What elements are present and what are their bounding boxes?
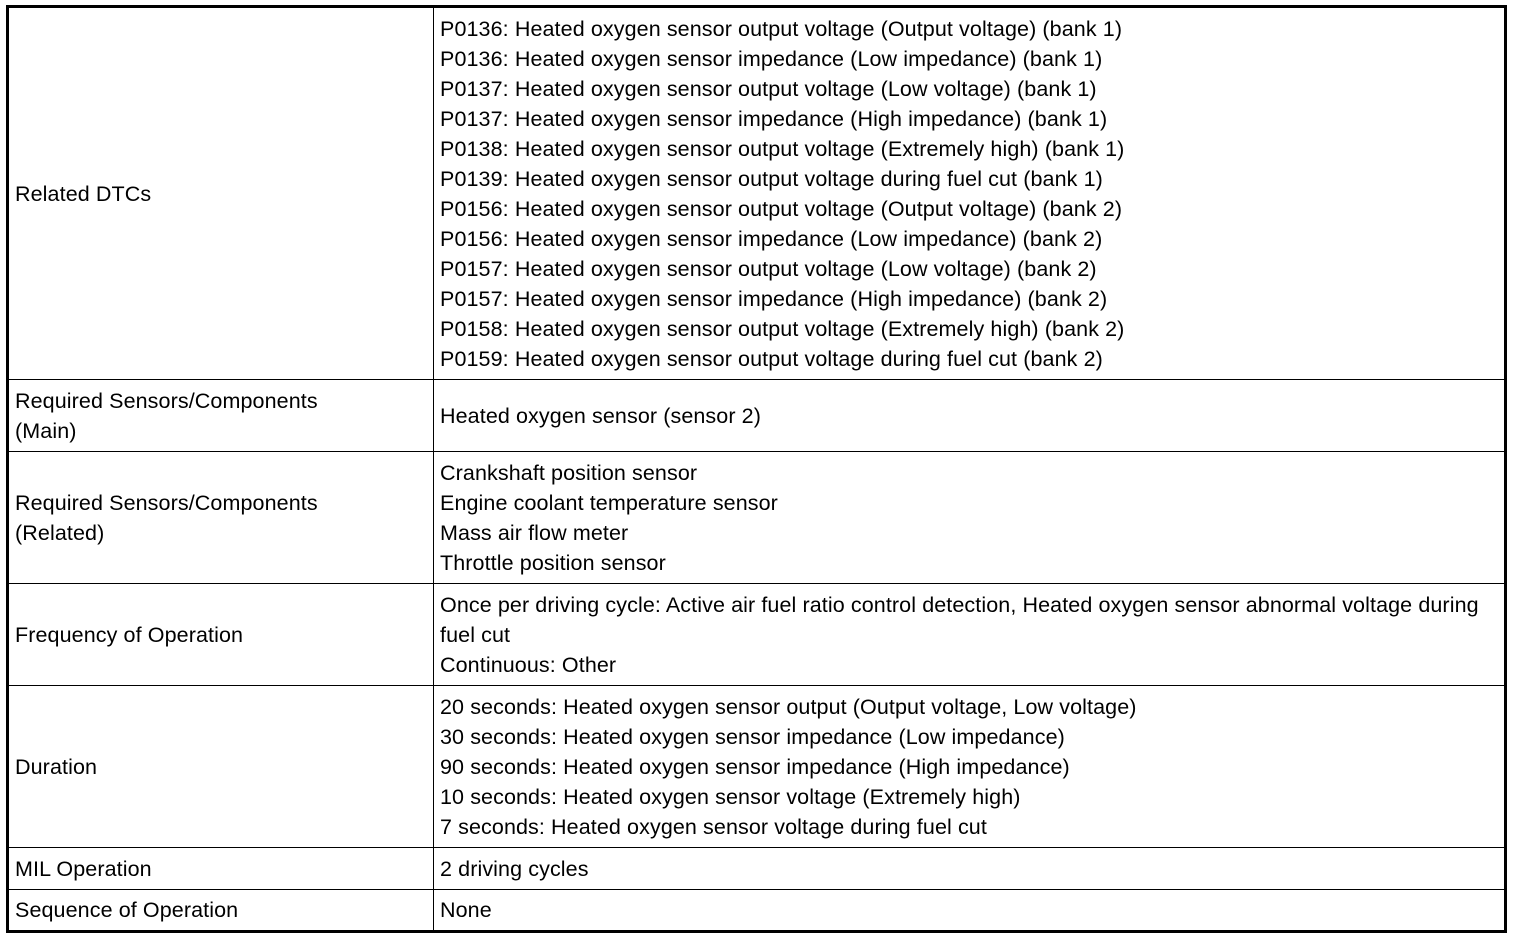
table-row-mil-operation	[8, 848, 1506, 890]
row-label	[8, 452, 434, 584]
table-row-required-main	[8, 380, 1506, 452]
row-value	[434, 380, 1506, 452]
dtc-line: P0136: Heated oxygen sensor impedance (Low impedance) (bank 1)	[440, 46, 1103, 71]
sensor-line: Crankshaft position sensor	[440, 460, 698, 485]
row-label	[8, 7, 434, 380]
row-value	[434, 848, 1506, 890]
mil-value: 2 driving cycles	[440, 856, 589, 881]
row-label-text: Frequency of Operation	[15, 622, 244, 647]
row-value	[434, 890, 1506, 932]
row-label	[8, 380, 434, 452]
table-row-duration	[8, 686, 1506, 848]
table-row-required-related	[8, 452, 1506, 584]
row-label-text: (Related)	[15, 520, 105, 545]
duration-line: 7 seconds: Heated oxygen sensor voltage during fuel cut	[440, 814, 987, 839]
row-value	[434, 686, 1506, 848]
dtc-line: P0156: Heated oxygen sensor output voltage (Output voltage) (bank 2)	[440, 196, 1123, 221]
dtc-line: P0136: Heated oxygen sensor output voltage (Output voltage) (bank 1)	[440, 16, 1123, 41]
dtc-line: P0157: Heated oxygen sensor impedance (High impedance) (bank 2)	[440, 286, 1108, 311]
duration-line: 90 seconds: Heated oxygen sensor impedance (High impedance)	[440, 754, 1070, 779]
row-label	[8, 890, 434, 932]
monitor-spec-table	[6, 5, 1507, 933]
row-label-text: Sequence of Operation	[15, 898, 239, 922]
row-value	[434, 452, 1506, 584]
dtc-line: P0138: Heated oxygen sensor output voltage (Extremely high) (bank 1)	[440, 136, 1125, 161]
duration-line: 30 seconds: Heated oxygen sensor impedance (Low impedance)	[440, 724, 1065, 749]
table-row-related-dtcs	[8, 7, 1506, 380]
table-row-frequency	[8, 584, 1506, 686]
row-label	[8, 848, 434, 890]
row-label-text: (Main)	[15, 418, 77, 443]
row-label	[8, 686, 434, 848]
dtc-line: P0139: Heated oxygen sensor output voltage during fuel cut (bank 1)	[440, 166, 1103, 191]
duration-line: 20 seconds: Heated oxygen sensor output (Output voltage, Low voltage)	[440, 694, 1137, 719]
row-label-text: Duration	[15, 754, 98, 779]
frequency-line: Continuous: Other	[440, 652, 617, 677]
table-row-sequence	[8, 890, 1506, 932]
row-value	[434, 7, 1506, 380]
row-label-text: Required Sensors/Components	[15, 490, 318, 515]
dtc-line: P0137: Heated oxygen sensor output voltage (Low voltage) (bank 1)	[440, 76, 1097, 101]
row-label-text: MIL Operation	[15, 856, 152, 881]
row-label	[8, 584, 434, 686]
sensor-line: Throttle position sensor	[440, 550, 666, 575]
sensor-line: Mass air flow meter	[440, 520, 629, 545]
sequence-value: None	[440, 898, 492, 922]
dtc-line: P0137: Heated oxygen sensor impedance (High impedance) (bank 1)	[440, 106, 1108, 131]
duration-line: 10 seconds: Heated oxygen sensor voltage (Extremely high)	[440, 784, 1021, 809]
dtc-line: P0158: Heated oxygen sensor output voltage (Extremely high) (bank 2)	[440, 316, 1125, 341]
dtc-line: P0156: Heated oxygen sensor impedance (Low impedance) (bank 2)	[440, 226, 1103, 251]
dtc-line: P0157: Heated oxygen sensor output voltage (Low voltage) (bank 2)	[440, 256, 1097, 281]
sensor-line: Engine coolant temperature sensor	[440, 490, 778, 515]
row-value	[434, 584, 1506, 686]
dtc-line: P0159: Heated oxygen sensor output voltage during fuel cut (bank 2)	[440, 346, 1103, 371]
sensor-line: Heated oxygen sensor (sensor 2)	[440, 403, 761, 428]
row-label-text: Required Sensors/Components	[15, 388, 318, 413]
row-label-text: Related DTCs	[15, 181, 152, 206]
frequency-line: Once per driving cycle: Active air fuel ratio control detection, Heated oxygen sensor abnormal voltage during fuel cut	[440, 592, 1479, 647]
